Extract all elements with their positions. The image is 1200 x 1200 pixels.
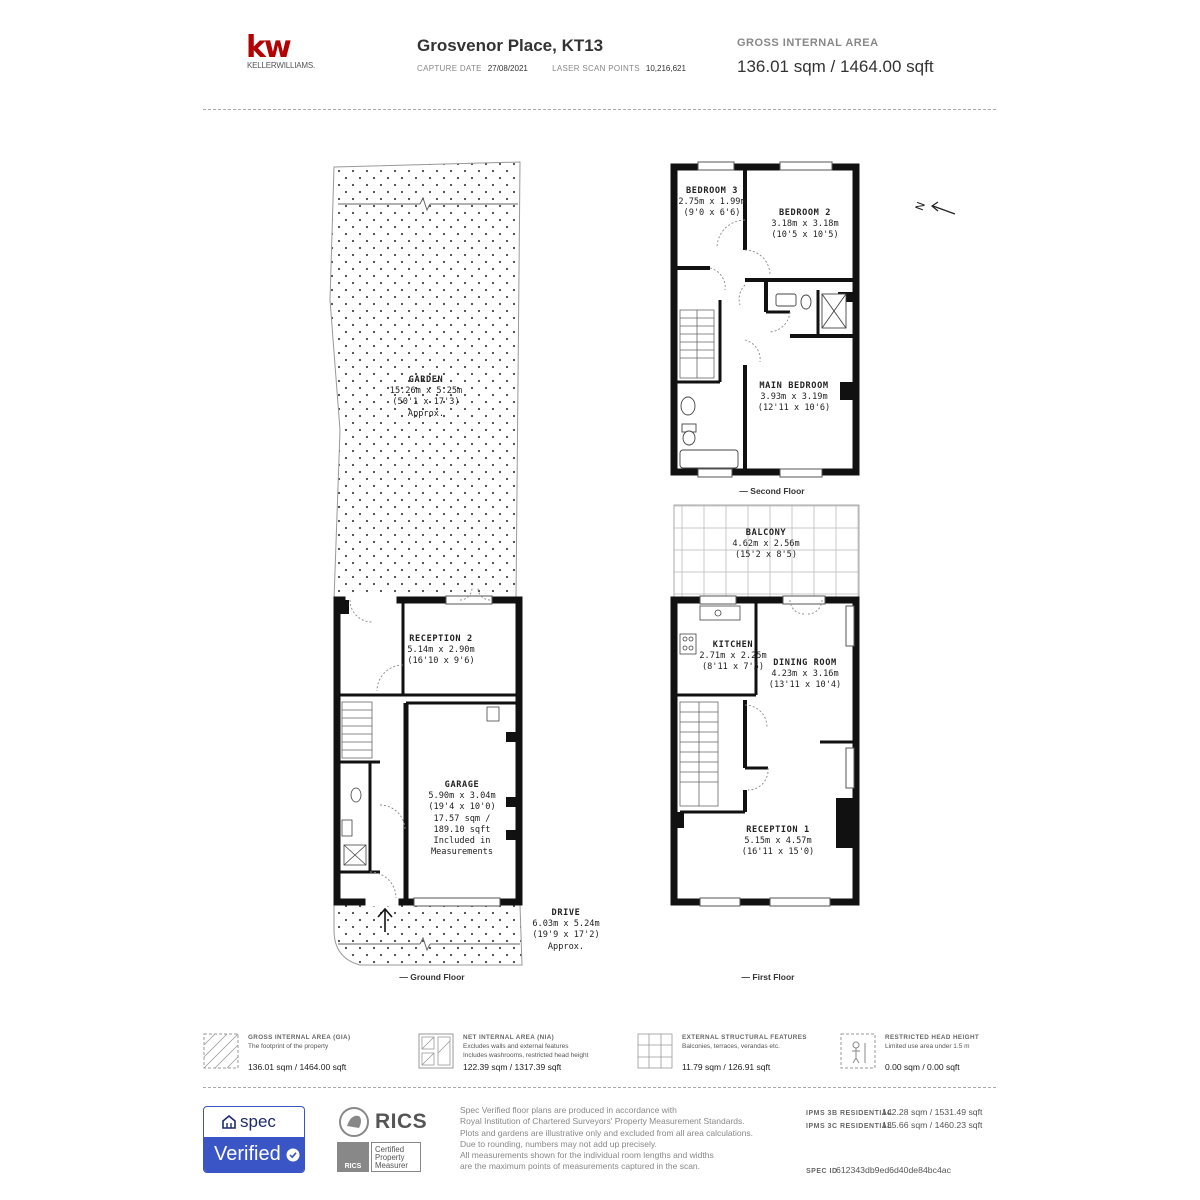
legend-title: EXTERNAL STRUCTURAL FEATURES <box>682 1034 807 1041</box>
ipms-3b-label: IPMS 3B RESIDENTIAL <box>806 1110 893 1117</box>
room-imperial: (19'4 x 10'0) <box>428 802 496 813</box>
room-label-bedroom-2 <box>771 208 838 242</box>
ipms-3c-label: IPMS 3C RESIDENTIAL <box>806 1123 893 1130</box>
gia-hatch-icon <box>203 1033 239 1069</box>
room-metric: 2.71m x 2.25m <box>699 651 767 662</box>
rics-cert-line: Property <box>375 1153 405 1163</box>
ipms-3b-value: 142.28 sqm / 1531.49 sqft <box>882 1107 983 1117</box>
room-metric: 4.23m x 3.16m <box>771 669 839 680</box>
floor-label-ground: — Ground Floor <box>399 972 465 982</box>
room-metric: 3.18m x 3.18m <box>771 219 839 230</box>
disclaimer-line: All measurements shown for the individual room lengths and widths <box>460 1150 714 1161</box>
room-metric: 5.14m x 2.90m <box>407 645 475 656</box>
compass-letter: N <box>911 199 928 213</box>
legend-title: NET INTERNAL AREA (NIA) <box>463 1034 555 1041</box>
legend-title: RESTRICTED HEAD HEIGHT <box>885 1034 980 1041</box>
room-name: BEDROOM 2 <box>779 208 831 218</box>
disclaimer <box>460 1105 800 1173</box>
room-label-garage <box>428 780 495 858</box>
legend-desc: Balconies, terraces, verandas etc. <box>682 1043 780 1050</box>
room-imperial: (19'9 x 17'2) <box>532 930 600 941</box>
rics-logo <box>337 1106 427 1176</box>
legend-desc-line: Excludes walls and external features <box>463 1043 569 1050</box>
room-imperial: (9'0 x 6'6) <box>683 208 741 219</box>
rics-certified <box>371 1142 421 1172</box>
spec-id-value: 612343db9ed6d40de84bc4ac <box>836 1165 951 1175</box>
disclaimer-line: Due to rounding, numbers may not add up precisely. <box>460 1138 657 1149</box>
disclaimer-line: Royal Institution of Chartered Surveyors' Property Measurement Standards. <box>460 1116 745 1127</box>
room-name: DINING ROOM <box>773 658 837 668</box>
room-imperial: (13'11 x 10'4) <box>768 680 842 691</box>
capture-date: 27/08/2021 <box>487 64 528 73</box>
room-name: GARDEN <box>408 375 444 385</box>
spec-id <box>806 1165 951 1175</box>
room-label-reception-2 <box>407 634 474 668</box>
room-imperial: (50'1 x 17'3) <box>392 397 460 408</box>
legend-value: 122.39 sqm / 1317.39 sqft <box>463 1062 562 1072</box>
room-name: GARAGE <box>444 780 480 790</box>
room-extra: Measurements <box>430 847 494 858</box>
room-name: BALCONY <box>745 528 787 538</box>
floor-label-second: — Second Floor <box>739 486 805 496</box>
verified-text: Verified <box>214 1143 281 1165</box>
spec-verified-badge <box>203 1106 305 1173</box>
window <box>780 162 832 170</box>
gia-value: 136.01 sqm / 1464.00 sqft <box>737 57 934 76</box>
room-label-bedroom-3 <box>678 186 745 220</box>
floor-label-first: — First Floor <box>741 972 795 982</box>
ipms-3c <box>806 1120 982 1130</box>
rics-cert-line: Certified <box>375 1145 405 1154</box>
rics-box: RICS <box>337 1142 369 1172</box>
room-name: DRIVE <box>551 908 581 918</box>
room-label-reception-1 <box>742 825 814 859</box>
room-label-main-bedroom <box>758 381 830 415</box>
compass-arrow-icon <box>932 202 955 214</box>
room-name: BEDROOM 3 <box>686 186 738 196</box>
room-label-drive <box>532 908 599 953</box>
room-name: KITCHEN <box>712 640 754 650</box>
legend-title: GROSS INTERNAL AREA (GIA) <box>248 1034 351 1041</box>
check-icon <box>286 1148 300 1162</box>
room-imperial: (12'11 x 10'6) <box>757 403 831 414</box>
footer-divider <box>203 1087 996 1088</box>
room-imperial: (8'11 x 7'5) <box>701 662 765 673</box>
legend-desc: Limited use area under 1.5 m <box>885 1043 970 1050</box>
disclaimer-line: are the maximum points of measurements captured in the scan. <box>460 1161 701 1172</box>
room-imperial: (16'10 x 9'6) <box>407 656 475 667</box>
spec-word: spec <box>240 1112 276 1131</box>
room-metric: 6.03m x 5.24m <box>532 919 600 930</box>
room-metric: 4.62m x 2.56m <box>732 539 800 550</box>
room-extra: 189.10 sqft <box>433 824 491 835</box>
verified-bar <box>204 1137 304 1172</box>
spec-id-label: SPEC ID <box>806 1168 838 1175</box>
room-metric: 5.90m x 3.04m <box>428 791 496 802</box>
kw-mark: kw <box>246 30 290 65</box>
scan-points-label: LASER SCAN POINTS <box>552 64 640 73</box>
legend-desc <box>463 1043 588 1060</box>
rics-cert-line: Measurer <box>375 1161 408 1171</box>
property-title: Grosvenor Place, KT13 <box>417 36 604 55</box>
legend-value: 11.79 sqm / 126.91 sqft <box>682 1062 771 1072</box>
room-metric: 5.15m x 4.57m <box>744 836 812 847</box>
room-label-kitchen <box>699 640 766 674</box>
room-label-garden <box>390 375 462 420</box>
legend-value: 136.01 sqm / 1464.00 sqft <box>248 1062 347 1072</box>
spec-logo <box>204 1107 304 1137</box>
room-metric: 15.26m x 5.25m <box>389 386 463 397</box>
brand-name: KELLERWILLIAMS. <box>247 61 315 70</box>
window <box>698 469 732 477</box>
rics-lion-icon <box>337 1106 371 1138</box>
grid-icon <box>637 1033 673 1069</box>
room-name: RECEPTION 1 <box>746 825 810 835</box>
room-note: Approx. <box>407 408 445 419</box>
gia-label: GROSS INTERNAL AREA <box>737 37 879 49</box>
room-metric: 3.93m x 3.19m <box>760 392 828 403</box>
room-extra: 17.57 sqm / <box>433 813 491 824</box>
room-name: MAIN BEDROOM <box>759 381 829 391</box>
legend-value: 0.00 sqm / 0.00 sqft <box>885 1062 960 1072</box>
head-height-icon <box>840 1033 876 1069</box>
window <box>780 469 822 477</box>
disclaimer-line: Spec Verified floor plans are produced in accordance with <box>460 1105 677 1115</box>
disclaimer-line: Plots and gardens are illustrative only and excluded from all area calculations. <box>460 1127 753 1138</box>
scan-points: 10,216,621 <box>645 64 686 73</box>
legend-desc-line: Includes washrooms, restricted head height <box>463 1051 589 1059</box>
ipms-3c-value: 135.66 sqm / 1460.23 sqft <box>882 1120 983 1130</box>
ipms-3b <box>806 1107 982 1117</box>
rics-word: RICS <box>375 1110 428 1133</box>
room-name: RECEPTION 2 <box>409 634 473 644</box>
window <box>698 162 734 170</box>
room-imperial: (16'11 x 15'0) <box>741 847 815 858</box>
legend-desc: The footprint of the property <box>248 1043 329 1050</box>
room-label-dining-room <box>769 658 841 692</box>
room-note: Approx. <box>547 941 585 952</box>
nia-pattern-icon <box>418 1033 454 1069</box>
capture-date-label: CAPTURE DATE <box>417 64 482 73</box>
room-imperial: (15'2 x 8'5) <box>734 550 798 561</box>
room-extra: Included in <box>433 836 491 847</box>
room-label-balcony <box>732 528 799 562</box>
spec-house-icon <box>222 1115 236 1129</box>
room-imperial: (10'5 x 10'5) <box>771 230 839 241</box>
drive-area <box>334 905 522 965</box>
room-metric: 2.75m x 1.99m <box>678 197 746 208</box>
